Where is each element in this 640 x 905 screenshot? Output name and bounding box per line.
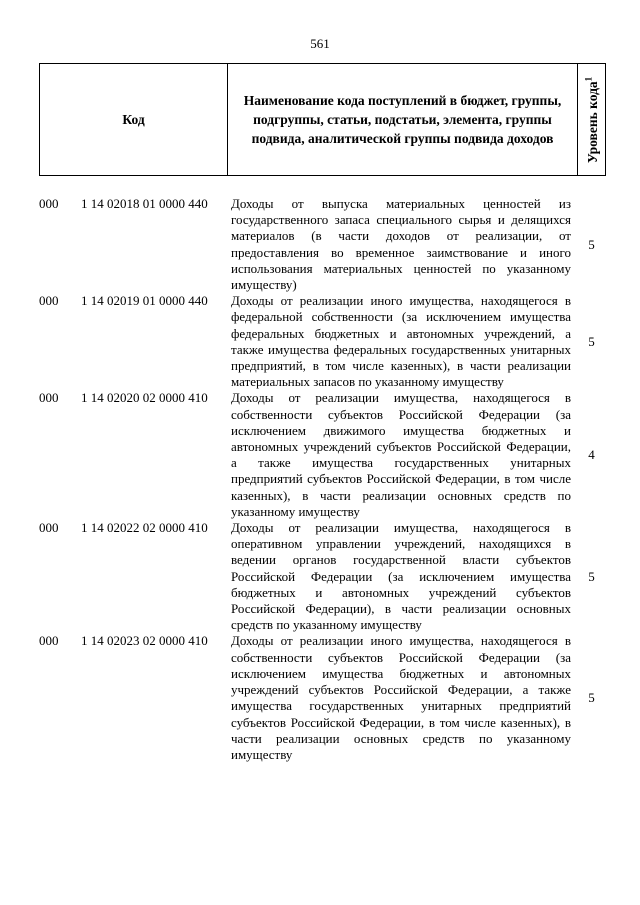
table-row <box>39 196 606 293</box>
income-name: Доходы от реализации имущества, находящегося в собственности субъектов Российской Федерации (за исключением движимого имущества бюджетных и автономных учреждений субъектов Российской Федерации, а также имущества государственных унитарных предприятий субъектов Российской Федерации, в том числе казенных), в части реализации основных средств по указанному имуществу <box>231 390 571 519</box>
income-code: 1 14 02019 01 0000 440 <box>81 293 208 309</box>
income-code: 1 14 02022 02 0000 410 <box>81 520 208 536</box>
table-header <box>39 63 606 176</box>
admin-code: 000 <box>39 293 59 309</box>
header-name: Наименование кода поступлений в бюджет, группы, подгруппы, статьи, подстатьи, элемента, группы подвида, аналитической группы подвида доходов <box>228 64 578 175</box>
header-level <box>578 64 605 175</box>
income-name: Доходы от выпуска материальных ценностей из государственного запаса специального сырья и делящихся материалов (в части доходов от реализации, от предоставления во временное заимствование и иного использования материальных ценностей по указанному имуществу) <box>231 196 571 293</box>
table-row <box>39 633 606 763</box>
code-level: 5 <box>588 690 595 706</box>
header-code: Код <box>40 64 228 175</box>
admin-code: 000 <box>39 520 59 536</box>
income-name: Доходы от реализации имущества, находящегося в оперативном управлении учреждений, находящихся в ведении органов государственной власти субъектов Российской Федерации (за исключением имущества бюджетных и автономных учреждений субъектов Российской Федерации), в части реализации основных средств по указанному имуществу <box>231 520 571 633</box>
code-level: 5 <box>588 236 595 252</box>
code-level: 5 <box>588 568 595 584</box>
page-number: 561 <box>310 36 330 51</box>
admin-code: 000 <box>39 196 59 211</box>
table-row <box>39 520 606 633</box>
admin-code: 000 <box>39 390 59 406</box>
admin-code: 000 <box>39 633 59 649</box>
header-level-label <box>583 76 601 162</box>
table-row <box>39 293 606 390</box>
income-code: 1 14 02018 01 0000 440 <box>81 196 208 211</box>
table-body <box>39 196 606 763</box>
header-level-footnote: 1 <box>582 76 593 81</box>
income-code: 1 14 02020 02 0000 410 <box>81 390 208 406</box>
code-level: 5 <box>588 333 595 349</box>
code-level: 4 <box>588 447 595 463</box>
income-code: 1 14 02023 02 0000 410 <box>81 633 208 649</box>
header-level-text: Уровень кода <box>584 80 600 163</box>
table-row <box>39 390 606 520</box>
income-name: Доходы от реализации иного имущества, находящегося в федеральной собственности (за исключением имущества федеральных бюджетных и автономных учреждений, а также имущества федеральных государственных унитарных предприятий, в том числе казенных), в части реализации материальных запасов по указанному имуществу <box>231 293 571 390</box>
income-name: Доходы от реализации иного имущества, находящегося в собственности субъектов Российской Федерации (за исключением имущества бюджетных и автономных учреждений субъектов Российской Федерации, а также имущества государственных унитарных предприятий субъектов Российской Федерации, в том числе казенных), в части реализации основных средств по указанному имуществу <box>231 633 571 762</box>
